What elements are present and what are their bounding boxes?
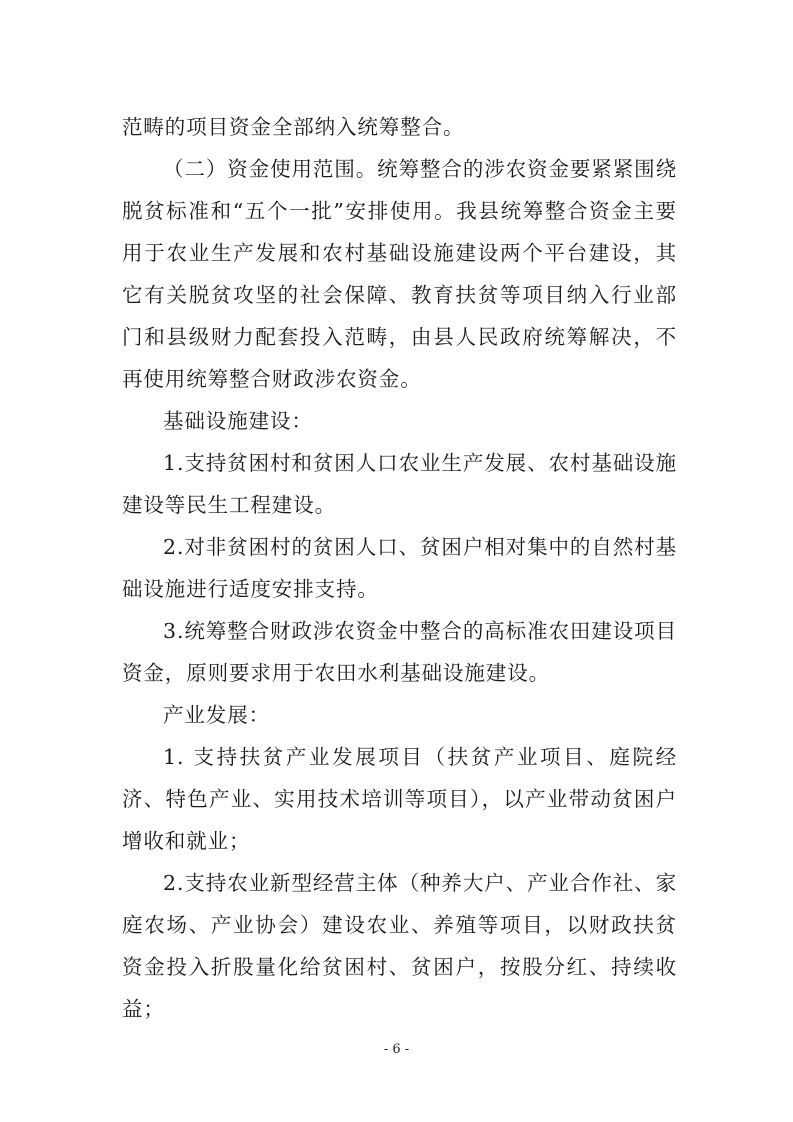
list-item: 3.统筹整合财政涉农资金中整合的高标准农田建设项目资金，原则要求用于农田水利基础设施建设。 xyxy=(122,619,677,685)
section-heading: 基础设施建设： xyxy=(163,409,313,433)
paragraph: 范畴的项目资金全部纳入统筹整合。 xyxy=(122,115,465,139)
section-heading: 产业发展： xyxy=(163,703,270,727)
paragraph: （二）资金使用范围。统筹整合的涉农资金要紧紧围绕脱贫标准和“五个一批”安排使用。我县统筹整合资金主要用于农业生产发展和农村基础设施建设两个平台建设，其它有关脱贫攻坚的社会保障、教育扶贫等项目纳入行业部门和县级财力配套投入范畴，由县人民政府统筹解决，不再使用统筹整合财政涉农资金。 xyxy=(122,157,677,391)
body-text xyxy=(122,106,677,1030)
list-item: 2.对非贫困村的贫困人口、贫困户相对集中的自然村基础设施进行适度安排支持。 xyxy=(122,535,677,601)
list-item: 1.支持贫困村和贫困人口农业生产发展、农村基础设施建设等民生工程建设。 xyxy=(122,451,677,517)
list-item: 1. 支持扶贫产业发展项目（扶贫产业项目、庭院经济、特色产业、实用技术培训等项目），以产业带动贫困户增收和就业； xyxy=(122,745,677,853)
list-item: 2.支持农业新型经营主体（种养大户、产业合作社、家庭农场、产业协会）建设农业、养殖等项目，以财政扶贫资金投入折股量化给贫困村、贫困户，按股分红、持续收益； xyxy=(122,871,677,1021)
page-number: - 6 - xyxy=(383,1042,410,1057)
